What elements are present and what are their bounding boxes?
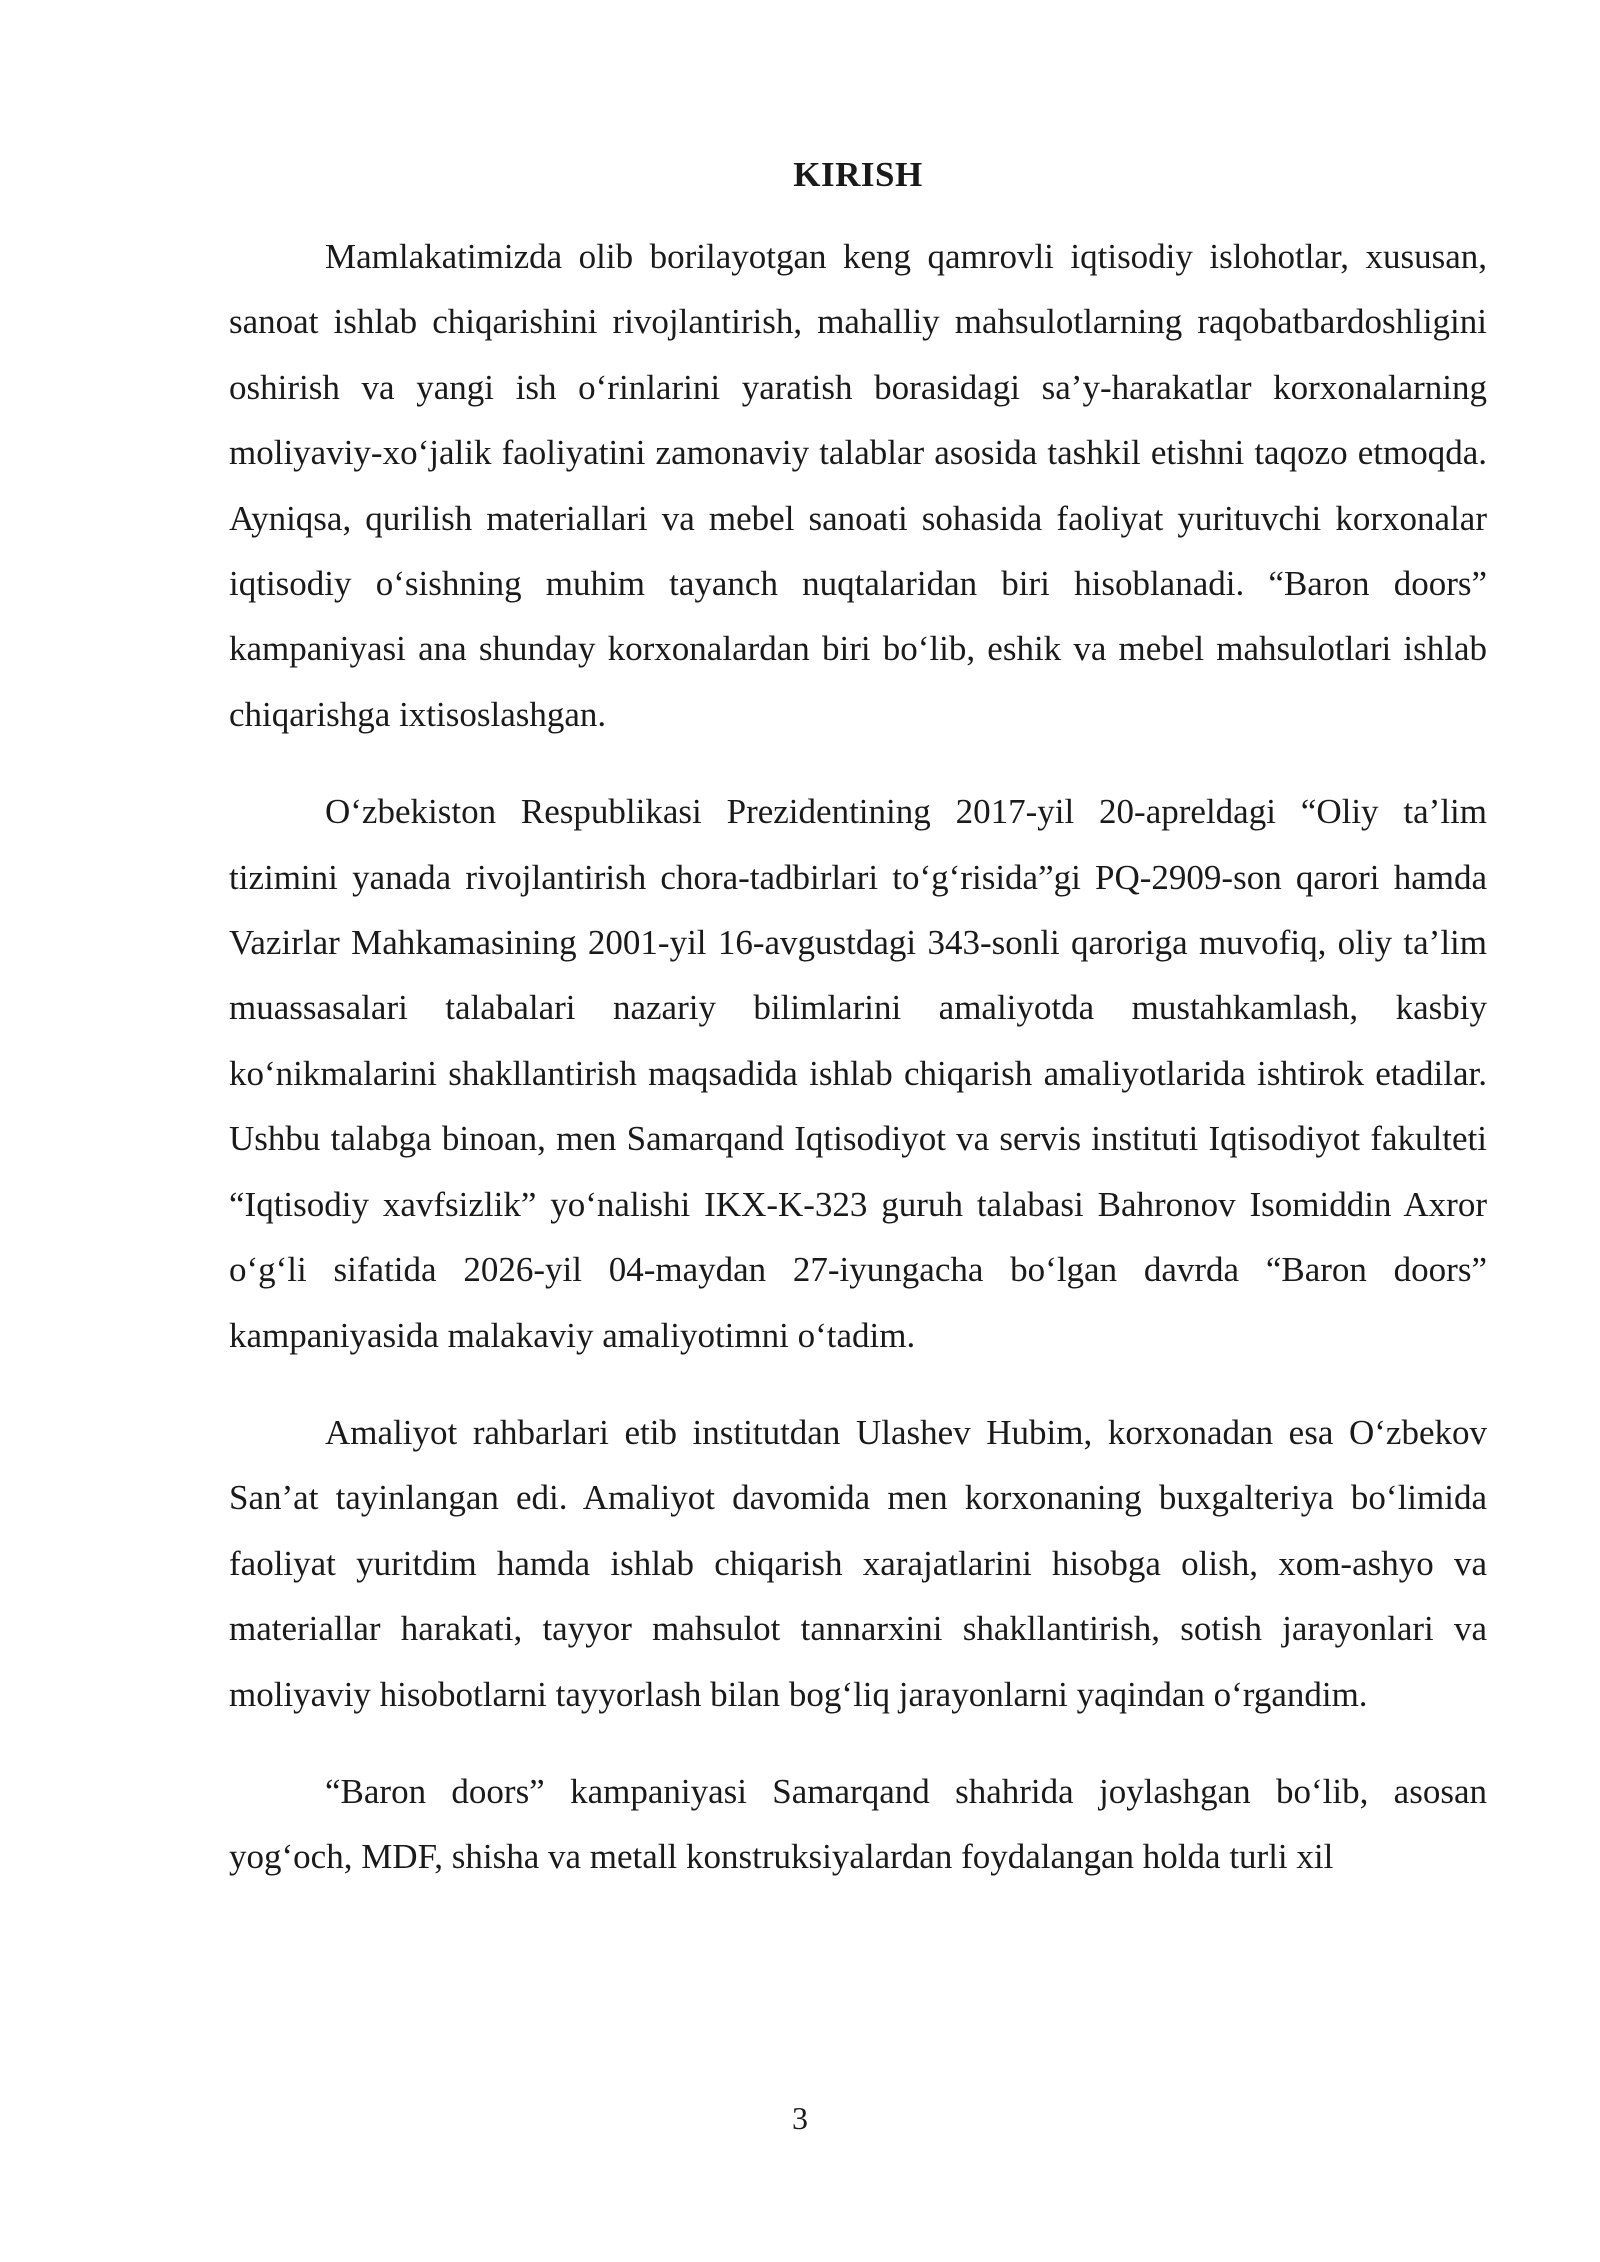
section-heading: KIRISH bbox=[793, 155, 923, 194]
paragraph: “Baron doors” kampaniyasi Samarqand shahrida joylashgan bo‘lib, asosan yog‘och, MDF, shisha va metall konstruksiyalardan foydalangan holda turli xil bbox=[229, 1771, 1487, 1877]
paragraph: Amaliyot rahbarlari etib institutdan Ulashev Hubim, korxonadan esa O‘zbekov San’at tayinlangan edi. Amaliyot davomida men korxonaning buxgalteriya bo‘limida faoliyat yuritdim hamda ishlab chiqarish xarajatlarini hisobga olish, xom-ashyo va materiallar harakati, tayyor mahsulot tannarxini shakllantirish, sotish jarayonlari va moliyaviy hisobotlarni tayyorlash bilan bog‘liq jarayonlarni yaqindan o‘rgandim. bbox=[229, 1412, 1487, 1714]
paragraph: Mamlakatimizda olib borilayotgan keng qamrovli iqtisodiy islohotlar, xususan, sanoat ishlab chiqarishini rivojlantirish, mahalliy mahsulotlarning raqobatbardoshligini oshirish va yangi ish o‘rinlarini yaratish borasidagi sa’y-harakatlar korxonalarning moliyaviy-xo‘jalik faoliyatini zamonaviy talablar asosida tashkil etishni taqozo etmoqda. Ayniqsa, qurilish materiallari va mebel sanoati sohasida faoliyat yurituvchi korxonalar iqtisodiy o‘sishning muhim tayanch nuqtalaridan biri hisoblanadi. “Baron doors” kampaniyasi ana shunday korxonalardan biri bo‘lib, eshik va mebel mahsulotlari ishlab chiqarishga ixtisoslashgan. bbox=[229, 237, 1487, 734]
page-number: 3 bbox=[792, 2100, 808, 2136]
document-page bbox=[229, 150, 1487, 1922]
paragraph: O‘zbekiston Respublikasi Prezidentining 2017-yil 20-apreldagi “Oliy ta’lim tizimini yanada rivojlantirish chora-tadbirlari to‘g‘risida”gi PQ-2909-son qarori hamda Vazirlar Mahkamasining 2001-yil 16-avgustdagi 343-sonli qaroriga muvofiq, oliy ta’lim muassasalari talabalari nazariy bilimlarini amaliyotda mustahkamlash, kasbiy ko‘nikmalarini shakllantirish maqsadida ishlab chiqarish amaliyotlarida ishtirok etadilar. Ushbu talabga binoan, men Samarqand Iqtisodiyot va servis instituti Iqtisodiyot fakulteti “Iqtisodiy xavfsizlik” yo‘nalishi IKX-K-323 guruh talabasi Bahronov Isomiddin Axror o‘g‘li sifatida 2026-yil 04-maydan 27-iyungacha bo‘lgan davrda “Baron doors” kampaniyasida malakaviy amaliyotimni o‘tadim. bbox=[229, 792, 1487, 1355]
